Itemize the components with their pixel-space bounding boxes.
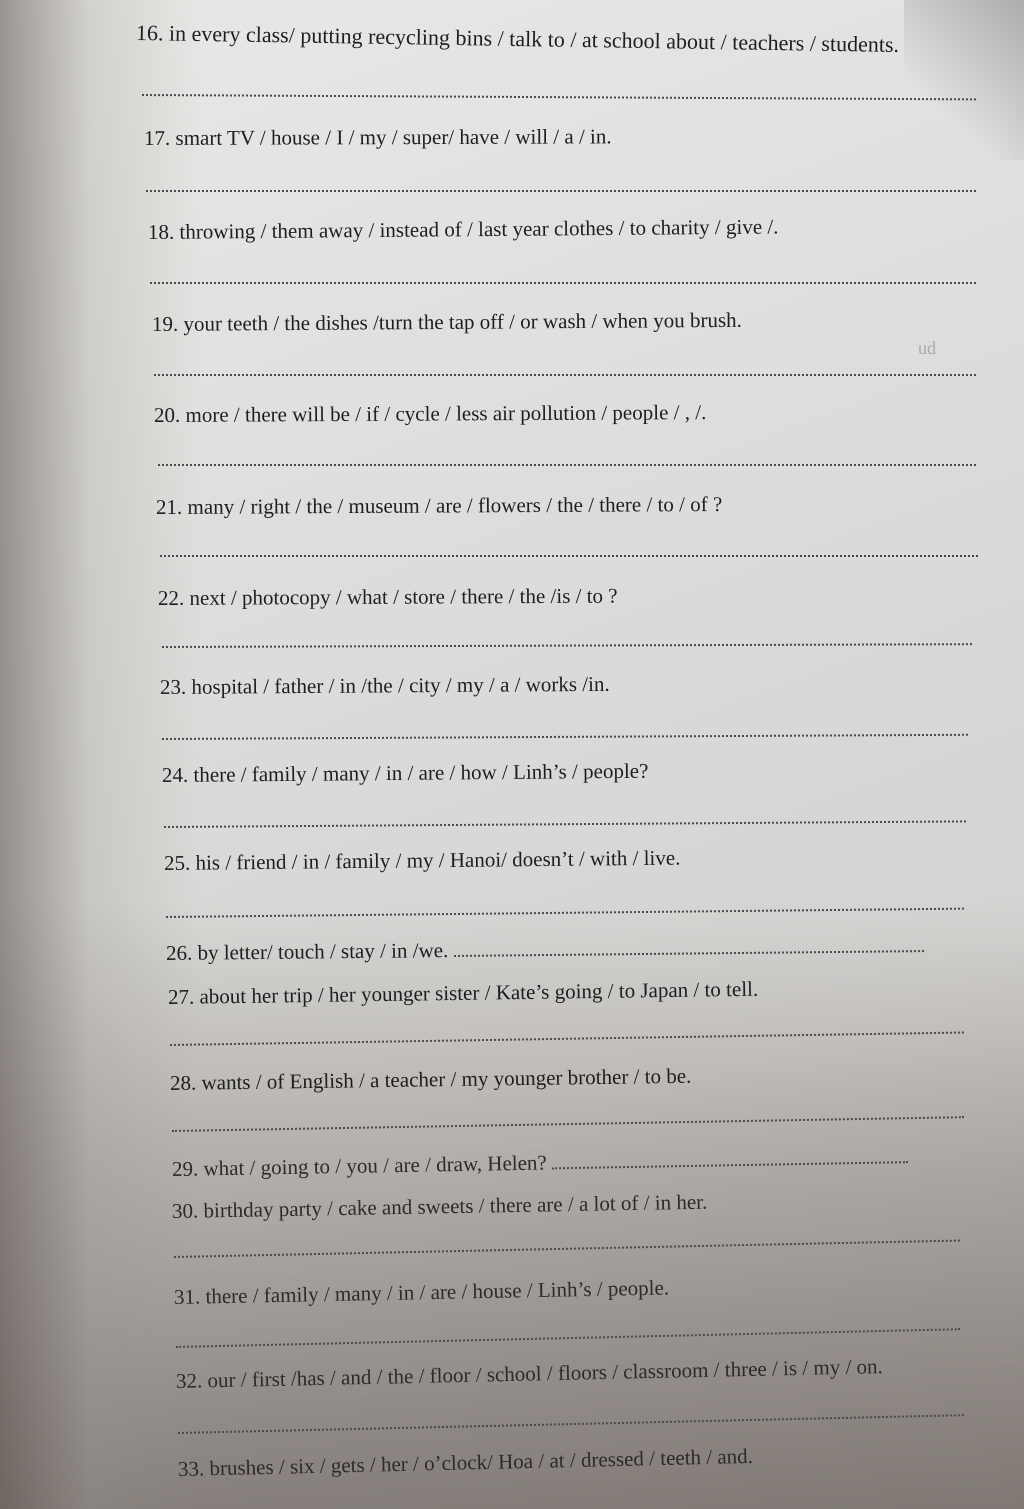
exercise-number: 20. bbox=[153, 402, 181, 427]
answer-line-23[interactable] bbox=[162, 734, 968, 740]
answer-line-16[interactable] bbox=[142, 94, 976, 100]
exercise-21 bbox=[156, 491, 722, 520]
exercise-number: 31. bbox=[173, 1284, 201, 1309]
exercise-19 bbox=[152, 307, 742, 337]
exercise-number: 24. bbox=[161, 762, 189, 787]
exercise-text: many / right / the / museum / are / flowers / the / there / to / of ? bbox=[187, 492, 723, 519]
exercise-number: 30. bbox=[171, 1198, 199, 1223]
exercise-text: there / family / many / in / are / house / Linh’s / people. bbox=[205, 1275, 670, 1309]
exercise-text: in every class/ putting recycling bins / talk to / at school about / teachers / students. bbox=[168, 20, 900, 57]
exercise-text: our / first /has / and / the / floor / school / floors / classroom / three / is / my / on. bbox=[207, 1354, 884, 1393]
answer-line-30[interactable] bbox=[174, 1240, 960, 1258]
exercise-number: 29. bbox=[171, 1156, 199, 1181]
answer-line-22[interactable] bbox=[162, 643, 972, 648]
exercise-31 bbox=[174, 1274, 670, 1310]
answer-line-18[interactable] bbox=[150, 282, 976, 284]
stray-pencil-mark: ud bbox=[918, 338, 936, 358]
exercise-number: 17. bbox=[143, 125, 171, 150]
exercise-text: about her trip / her younger sister / Kate’s going / to Japan / to tell. bbox=[199, 976, 759, 1009]
exercise-18 bbox=[148, 213, 779, 245]
exercise-number: 23. bbox=[159, 674, 187, 699]
answer-line-24[interactable] bbox=[164, 820, 966, 828]
exercise-number: 27. bbox=[167, 984, 195, 1009]
answer-line-28[interactable] bbox=[172, 1116, 964, 1132]
exercise-16 bbox=[136, 20, 899, 58]
exercise-25 bbox=[164, 845, 681, 876]
exercise-text: what / going to / you / are / draw, Helen? bbox=[203, 1150, 547, 1181]
exercise-text: his / friend / in / family / my / Hanoi/ doesn’t / with / live. bbox=[195, 845, 681, 875]
answer-line-25[interactable] bbox=[166, 908, 964, 918]
exercise-number: 33. bbox=[177, 1456, 205, 1481]
answer-line-27[interactable] bbox=[170, 1032, 964, 1046]
exercise-number: 21. bbox=[155, 494, 183, 519]
exercise-number: 16. bbox=[135, 20, 164, 46]
exercise-29 bbox=[172, 1143, 908, 1182]
exercise-number: 26. bbox=[165, 940, 193, 965]
exercise-32 bbox=[176, 1353, 883, 1394]
exercise-text: your teeth / the dishes /turn the tap off / or wash / when you brush. bbox=[183, 307, 742, 336]
answer-line-21[interactable] bbox=[160, 555, 978, 557]
answer-line-32[interactable] bbox=[178, 1414, 964, 1434]
answer-line-29[interactable] bbox=[552, 1161, 908, 1169]
exercise-number: 22. bbox=[157, 585, 185, 610]
exercise-text: next / photocopy / what / store / there / the /is / to ? bbox=[189, 583, 618, 610]
answer-line-26[interactable] bbox=[454, 950, 924, 957]
exercise-30 bbox=[172, 1189, 708, 1224]
exercise-number: 18. bbox=[147, 219, 175, 244]
exercise-text: by letter/ touch / stay / in /we. bbox=[197, 938, 449, 965]
exercise-text: smart TV / house / I / my / super/ have / will / a / in. bbox=[175, 124, 612, 150]
exercise-text: hospital / father / in /the / city / my / a / works /in. bbox=[191, 671, 610, 699]
exercise-17 bbox=[144, 123, 612, 151]
exercise-text: birthday party / cake and sweets / there are / a lot of / in her. bbox=[203, 1189, 708, 1223]
answer-line-31[interactable] bbox=[176, 1328, 960, 1348]
exercise-number: 25. bbox=[163, 850, 191, 875]
exercise-number: 19. bbox=[151, 311, 179, 336]
exercise-text: more / there will be / if / cycle / less air pollution / people / , /. bbox=[185, 400, 707, 427]
page-shadow bbox=[904, 0, 1024, 160]
exercise-33 bbox=[178, 1443, 753, 1482]
exercise-number: 28. bbox=[169, 1070, 197, 1095]
exercise-20 bbox=[154, 399, 706, 428]
exercise-27 bbox=[168, 976, 759, 1010]
exercise-23 bbox=[160, 671, 610, 700]
exercise-28 bbox=[170, 1063, 692, 1096]
exercise-number: 32. bbox=[175, 1368, 203, 1393]
exercise-22 bbox=[158, 583, 618, 611]
exercise-text: throwing / them away / instead of / last year clothes / to charity / give /. bbox=[179, 214, 779, 244]
exercise-text: there / family / many / in / are / how / Linh’s / people? bbox=[193, 758, 649, 787]
exercise-24 bbox=[162, 758, 649, 788]
answer-line-17[interactable] bbox=[146, 190, 976, 192]
exercise-26 bbox=[166, 932, 924, 966]
answer-line-20[interactable] bbox=[158, 464, 976, 466]
exercise-text: wants / of English / a teacher / my younger brother / to be. bbox=[201, 1063, 692, 1095]
answer-line-19[interactable] bbox=[154, 374, 976, 376]
exercise-text: brushes / six / gets / her / o’clock/ Hoa / at / dressed / teeth / and. bbox=[209, 1443, 754, 1481]
